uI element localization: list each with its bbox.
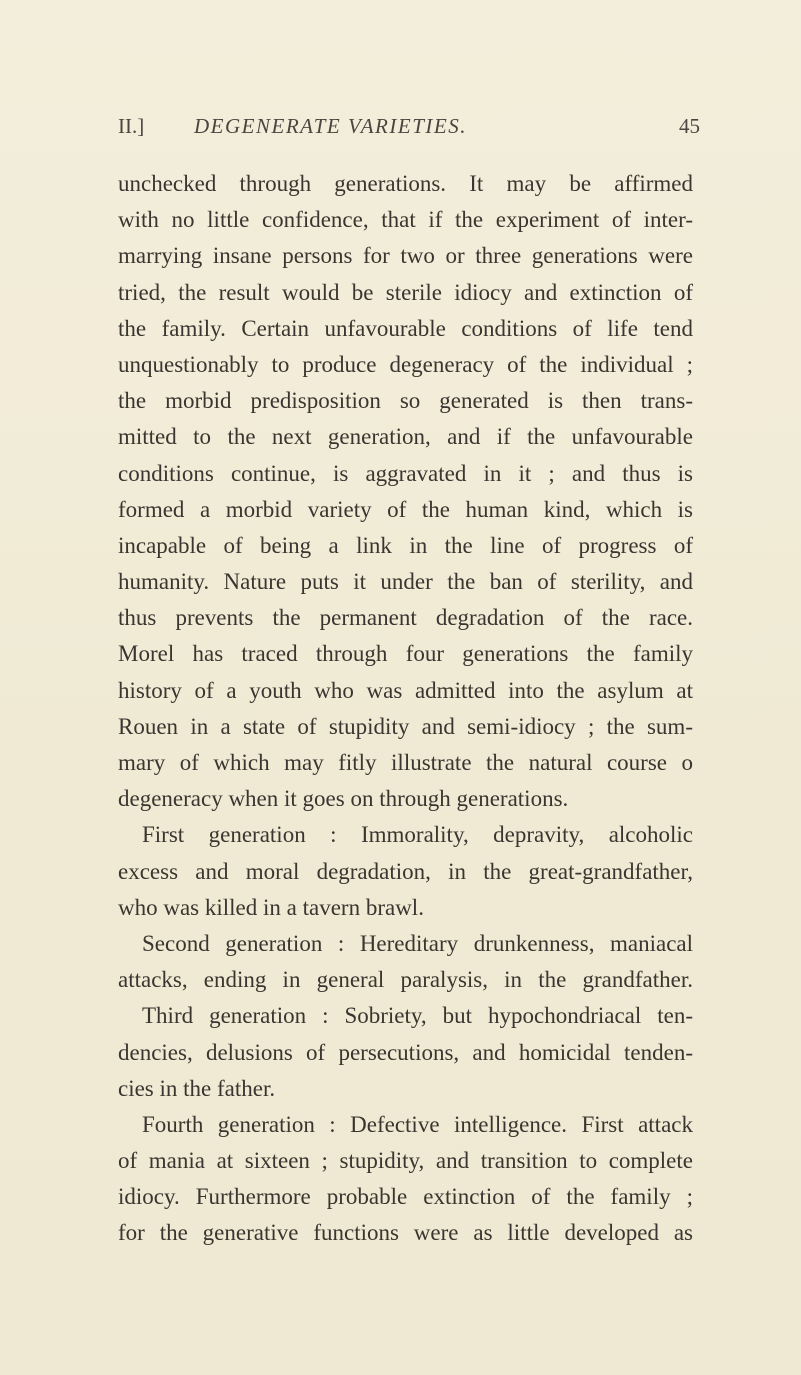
text-line: unquestionably to produce degeneracy of the individual ; xyxy=(118,351,693,377)
text-line: the morbid predisposition so generated is then trans- xyxy=(118,388,693,414)
text-line: Morel has traced through four generations the family xyxy=(118,641,693,667)
text-line: Third generation : Sobriety, but hypochondriacal ten- xyxy=(142,1003,693,1029)
running-title: DEGENERATE VARIETIES. xyxy=(194,114,467,138)
text-line: of mania at sixteen ; stupidity, and transition to complete xyxy=(118,1148,693,1174)
text-line: the family. Certain unfavourable conditions of life tend xyxy=(118,315,693,341)
text-line: who was killed in a tavern brawl. xyxy=(118,894,424,920)
text-line: cies in the father. xyxy=(118,1075,276,1101)
text-line: for the generative functions were as little developed as xyxy=(118,1220,693,1246)
body-text xyxy=(118,166,693,1252)
text-line: unchecked through generations. It may be affirmed xyxy=(118,171,693,196)
text-line: formed a morbid variety of the human kind, which is xyxy=(118,496,693,522)
text-line: conditions continue, is aggravated in it ; and thus is xyxy=(118,460,693,486)
text-line: Rouen in a state of stupidity and semi-idiocy ; the sum- xyxy=(118,713,693,739)
text-line: Fourth generation : Defective intelligence. First attack xyxy=(142,1111,693,1137)
text-line: thus prevents the permanent degradation of the race. xyxy=(118,605,693,631)
text-line: mary of which may fitly illustrate the natural course o xyxy=(118,750,693,775)
text-line: tried, the result would be sterile idiocy and extinction of xyxy=(118,279,693,305)
text-line: idiocy. Furthermore probable extinction of the family ; xyxy=(118,1184,693,1210)
text-line: history of a youth who was admitted into the asylum at xyxy=(118,677,693,703)
text-line: marrying insane persons for two or three generations were xyxy=(118,243,693,269)
page-number: 45 xyxy=(679,114,700,138)
running-header xyxy=(118,111,700,141)
text-line: humanity. Nature puts it under the ban of sterility, and xyxy=(118,569,693,595)
chapter-number: II.] xyxy=(118,114,145,138)
text-line: attacks, ending in general paralysis, in the grandfather. xyxy=(118,967,693,993)
text-line: Second generation : Hereditary drunkenness, maniacal xyxy=(142,930,693,956)
text-line: excess and moral degradation, in the great-grandfather, xyxy=(118,858,693,884)
text-line: with no little confidence, that if the experiment of inter- xyxy=(118,207,693,233)
text-line: mitted to the next generation, and if the unfavourable xyxy=(118,424,693,450)
text-line: dencies, delusions of persecutions, and homicidal tenden- xyxy=(118,1039,693,1065)
text-line: degeneracy when it goes on through generations. xyxy=(118,786,569,812)
text-line: First generation : Immorality, depravity, alcoholic xyxy=(142,822,693,848)
text-line: incapable of being a link in the line of progress of xyxy=(118,532,693,558)
